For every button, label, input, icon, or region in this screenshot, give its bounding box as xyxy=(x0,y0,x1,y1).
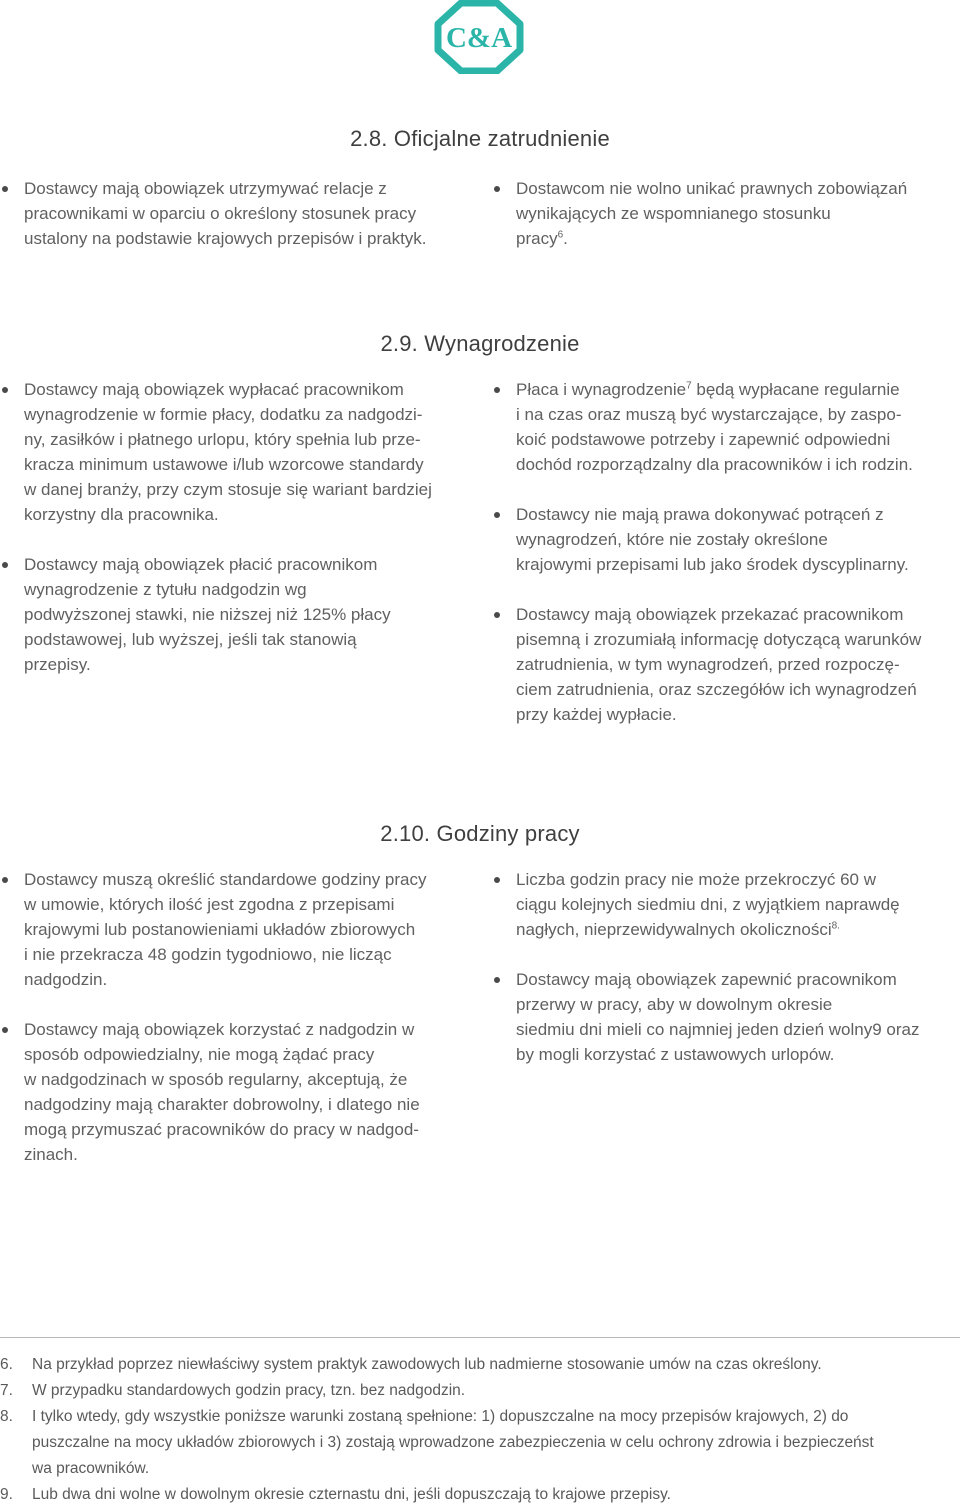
footnote-ref: 6 xyxy=(557,229,564,241)
list-item: Dostawcy mają obowiązek korzystać z nadgodzin w sposób odpowiedzialny, nie mogą żądać pracy w nadgodzinach w sposób regularny, akceptują, że nadgodziny mają charakter dobrowolny, i dlatego nie mogą przymuszać pracowników do pracy w nadgod- zinach. xyxy=(0,1017,470,1167)
footnote-ref: 8. xyxy=(831,920,840,932)
footnote xyxy=(0,1378,960,1404)
list-item: Dostawcy mają obowiązek płacić pracownikom wynagrodzenie z tytułu nadgodzin wg podwyższonej stawki, nie niższej niż 125% płacy podstawowej, lub wyższej, jeśli tak stanowią przepisy. xyxy=(0,552,470,677)
footnote-divider xyxy=(0,1337,960,1338)
section-title-formal-employment: 2.8. Oficjalne zatrudnienie xyxy=(350,126,610,151)
footnote-number: 6. xyxy=(0,1356,13,1373)
list-item: Dostawcy mają obowiązek wypłacać pracownikom wynagrodzenie w formie płacy, dodatku za nadgodzi- ny, zasiłków i płatnego urlopu, który spełnia lub prze- kracza minimum ustawowe i/lub wzorcowe standardy w danej branży, przy czym stosuje się wariant bardziej korzystny dla pracownika. xyxy=(0,377,470,527)
brand-logo-text: C&A xyxy=(445,22,513,54)
footnote-number: 7. xyxy=(0,1382,13,1399)
list-item: Dostawcy muszą określić standardowe godziny pracy w umowie, których ilość jest zgodna z przepisami krajowymi lub postanowieniami układów zbiorowych i nie przekracza 48 godzin tygodniowo, nie licząc nadgodzin. xyxy=(0,867,470,992)
section-2-8-left-column xyxy=(0,176,470,276)
list-item: Dostawcom nie wolno unikać prawnych zobowiązań wynikających ze wspomnianego stosunku pracy$^6$. xyxy=(492,176,960,251)
section-2-9-left-column xyxy=(0,377,470,702)
list-item: Dostawcy mają obowiązek zapewnić pracownikom przerwy w pracy, aby w dowolnym okresie siedmiu dni mieli co najmniej jeden dzień wolny9 oraz by mogli korzystać z ustawowych urlopów. xyxy=(492,967,960,1067)
section-2-8-right-column xyxy=(492,176,960,276)
footnote-text: Lub dwa dni wolne w dowolnym okresie czternastu dni, jeśli dopuszczają to krajowe przepisy. xyxy=(32,1486,671,1503)
footnote-ref: 7 xyxy=(686,380,692,392)
section-2-9-right-column xyxy=(492,377,960,752)
list-item: Dostawcy mają obowiązek przekazać pracownikom pisemną i zrozumiałą informację dotyczącą warunków zatrudnienia, w tym wynagrodzeń, przed rozpoczę- ciem zatrudnienia, oraz szczegółów ich wynagrodzeń przy każdej wypłacie. xyxy=(492,602,960,727)
footnote-text: wa pracowników. xyxy=(32,1460,150,1477)
section-title-wages: 2.9. Wynagrodzenie xyxy=(380,331,580,356)
list-item: Liczba godzin pracy nie może przekroczyć 60 w ciągu kolejnych siedmiu dni, z wyjątkiem naprawdę nagłych, nieprzewidywalnych okoliczności$^{8.}$ xyxy=(492,867,960,942)
list-item: Dostawcy nie mają prawa dokonywać potrąceń z wynagrodzeń, które nie zostały określone krajowymi przepisami lub jako środek dyscyplinarny. xyxy=(492,502,960,577)
footnote-number: 8. xyxy=(0,1408,13,1425)
footnote-text: I tylko wtedy, gdy wszystkie poniższe warunki zostaną spełnione: 1) dopuszczalne na mocy przepisów krajowych, 2) do xyxy=(32,1408,849,1425)
footnote-number: 9. xyxy=(0,1486,13,1503)
footnote-text: W przypadku standardowych godzin pracy, tzn. bez nadgodzin. xyxy=(32,1382,466,1399)
footnote xyxy=(0,1352,960,1378)
list-item: Dostawcy mają obowiązek utrzymywać relacje z pracownikami w oparciu o określony stosunek pracy ustalony na podstawie krajowych przepisów i praktyk. xyxy=(0,176,470,251)
footnotes xyxy=(0,1352,960,1508)
section-title-working-hours: 2.10. Godziny pracy xyxy=(380,821,580,846)
footnote xyxy=(0,1404,960,1482)
section-2-10-right-column xyxy=(492,867,960,1092)
brand-logo xyxy=(432,0,526,74)
section-2-10-left-column xyxy=(0,867,470,1192)
footnote-text: Na przykład poprzez niewłaściwy system praktyk zawodowych lub nadmierne stosowanie umów na czas określony. xyxy=(32,1356,822,1373)
footnote xyxy=(0,1482,960,1508)
footnote-text: puszczalne na mocy układów zbiorowych i 3) zostają wprowadzone zabezpieczenia w celu ochrony zdrowia i bezpieczeńst xyxy=(32,1434,874,1451)
list-item: Płaca i wynagrodzenie$^7$ będą wypłacane regularnie i na czas oraz muszą być wystarczające, by zaspo- koić podstawowe potrzeby i zapewnić odpowiedni dochód rozporządzalny dla pracowników i ich rodzin. xyxy=(492,377,960,477)
